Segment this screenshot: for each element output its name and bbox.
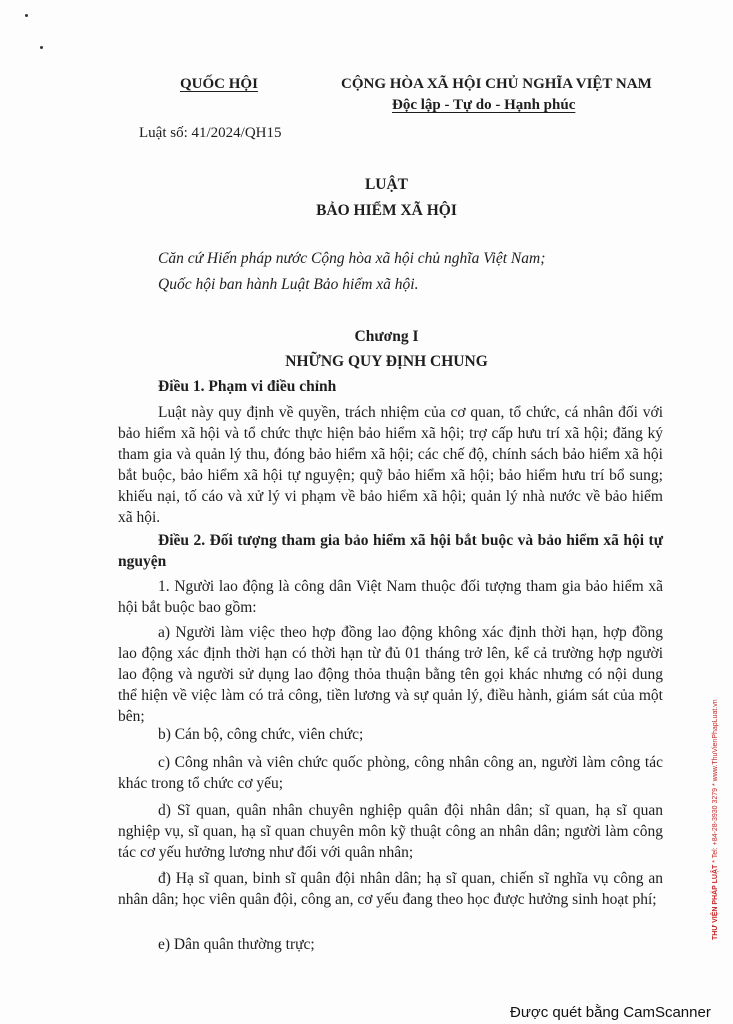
clause-item-c: c) Công nhân và viên chức quốc phòng, công nhân công an, người làm công tác khác trong tổ chức cơ yếu; <box>118 754 663 792</box>
country-name: CỘNG HÒA XÃ HỘI CHỦ NGHĨA VIỆT NAM <box>341 76 652 92</box>
article-2-clause-1: 1. Người lao động là công dân Việt Nam thuộc đối tượng tham gia bảo hiểm xã hội bắt buộc bao gồm: <box>118 578 663 616</box>
article-1-heading: Điều 1. Phạm vi điều chỉnh <box>158 378 337 395</box>
clause-item-e: e) Dân quân thường trực; <box>158 936 315 953</box>
chapter-number: Chương I <box>354 328 419 345</box>
clause-item-dd: đ) Hạ sĩ quan, binh sĩ quân đội nhân dân; hạ sĩ quan, chiến sĩ nghĩa vụ công an nhân dân; học viên quân đội, công an, cơ yếu đang theo học được hưởng sinh hoạt phí; <box>118 870 663 908</box>
scan-speck <box>40 46 43 49</box>
document-title: BẢO HIỂM XÃ HỘI <box>316 202 457 219</box>
document-type: LUẬT <box>364 176 409 193</box>
scanner-footer: Được quét bằng CamScanner <box>510 1004 711 1021</box>
scan-speck <box>25 14 28 17</box>
side-watermark <box>712 640 719 940</box>
clause-item-d: d) Sĩ quan, quân nhân chuyên nghiệp quân đội nhân dân; sĩ quan, hạ sĩ quan nghiệp vụ, sĩ quan, hạ sĩ quan chuyên môn kỹ thuật công an nhân dân; người làm công tác cơ yếu hưởng lương như đối với quân nhân; <box>118 802 663 861</box>
preamble-line: Quốc hội ban hành Luật Bảo hiểm xã hội. <box>158 276 419 293</box>
chapter-title: NHỮNG QUY ĐỊNH CHUNG <box>285 353 488 370</box>
issuer-name: QUỐC HỘI <box>180 76 258 92</box>
law-number: Luật số: 41/2024/QH15 <box>139 125 282 141</box>
clause-item-a: a) Người làm việc theo hợp đồng lao động không xác định thời hạn, hợp đồng lao động xác định thời hạn có thời hạn từ đủ 01 tháng trở lên, kể cả trường hợp người lao động và người sử dụng lao động thỏa thuận bằng tên gọi khác nhưng có nội dung thể hiện về việc làm có trả công, tiền lương và sự quản lý, điều hành, giám sát của một bên; <box>118 624 663 725</box>
clause-item-b: b) Cán bộ, công chức, viên chức; <box>158 726 364 743</box>
watermark-brand: THƯ VIỆN PHÁP LUẬT <box>712 864 719 940</box>
article-1-body: Luật này quy định về quyền, trách nhiệm của cơ quan, tổ chức, cá nhân đối với bảo hiểm xã hội và tổ chức thực hiện bảo hiểm xã hội; trợ cấp hưu trí xã hội; đăng ký tham gia và quản lý thu, đóng bảo hiểm xã hội; các chế độ, chính sách bảo hiểm xã hội bắt buộc, bảo hiểm xã hội tự nguyện; quỹ bảo hiểm xã hội; bảo hiểm hưu trí bổ sung; khiếu nại, tố cáo và xử lý vi phạm về bảo hiểm xã hội; quản lý nhà nước về bảo hiểm xã hội. <box>118 404 663 526</box>
national-motto: Độc lập - Tự do - Hạnh phúc <box>392 97 576 113</box>
article-2-heading: Điều 2. Đối tượng tham gia bảo hiểm xã hội bắt buộc và bảo hiểm xã hội tự nguyện <box>118 532 663 570</box>
preamble-line: Căn cứ Hiến pháp nước Cộng hòa xã hội chủ nghĩa Việt Nam; <box>158 250 546 267</box>
watermark-info: * Tel: +84-28-3930 3279 * www.ThuVienPhapLuat.vn <box>712 699 719 865</box>
